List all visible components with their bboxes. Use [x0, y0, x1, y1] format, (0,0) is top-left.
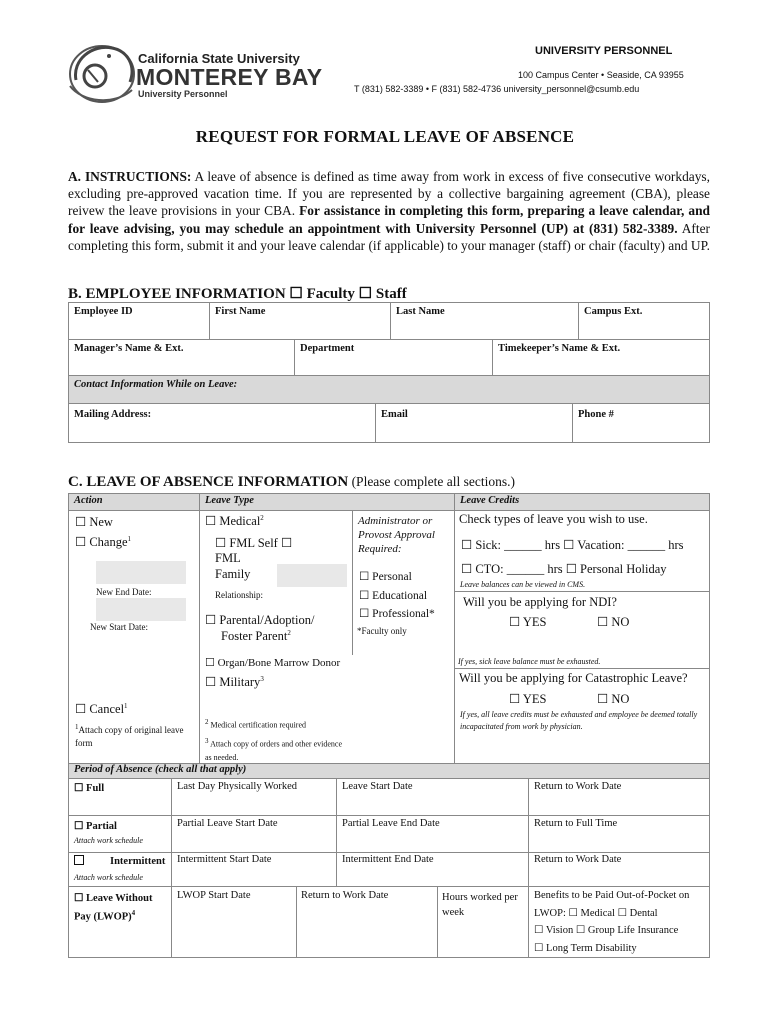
instructions-bold-text: For assistance in completing this form, preparing a leave calendar, and for leave advising, you may schedule an appointment with University Personnel (UP) at (831) 582-3389. — [68, 203, 710, 236]
action-cancel-label: ☐ Cancel — [75, 702, 125, 716]
intermittent-start-field[interactable]: Intermittent Start Date — [177, 854, 272, 865]
ndi-yes-checkbox[interactable]: ☐ YES — [509, 615, 547, 629]
footnote-2: $^2$ Medical certification required — [205, 718, 307, 730]
lwop-checkbox[interactable]: ☐ Leave Without Pay (LWOP)$^4$ — [74, 893, 153, 923]
last-day-worked-field[interactable]: Last Day Physically Worked — [177, 781, 297, 792]
first-name-field[interactable]: First Name — [215, 306, 266, 317]
foster-parent-text: Foster Parent — [221, 629, 288, 644]
section-c-heading: C. LEAVE OF ABSENCE INFORMATION — [68, 474, 349, 490]
action-change-checkbox[interactable]: ☐ Change$^1$ — [75, 534, 132, 549]
catastrophic-yes-checkbox[interactable]: ☐ YES — [509, 692, 547, 706]
department-field[interactable]: Department — [300, 343, 355, 354]
last-name-field[interactable]: Last Name — [396, 306, 445, 317]
sick-exhausted-note: If yes, sick leave balance must be exhausted. — [458, 657, 601, 666]
document-title: REQUEST FOR FORMAL LEAVE OF ABSENCE — [195, 127, 575, 146]
fml-self-checkbox[interactable]: ☐ FML Self ☐ — [215, 536, 293, 550]
campus-ext-field[interactable]: Campus Ext. — [584, 306, 643, 317]
period-of-absence-header: Period of Absence (check all that apply) — [74, 764, 247, 775]
military-label: ☐ Military — [205, 675, 261, 689]
instructions-heading: A. INSTRUCTIONS: — [68, 169, 192, 184]
footnote-3: $^3$ Attach copy of orders and other evidence as needed. — [205, 737, 343, 762]
leave-start-date-field[interactable]: Leave Start Date — [342, 781, 413, 792]
cancel-footnote: $^1$Attach copy of original leave form — [75, 723, 184, 748]
benefits-ltd[interactable]: ☐ Long Term Disability — [534, 943, 637, 954]
professional-checkbox[interactable]: ☐ Professional* — [359, 608, 435, 620]
intermittent-label: Intermittent — [110, 856, 166, 867]
header-department: UNIVERSITY PERSONNEL — [535, 45, 673, 57]
section-b-title: B. EMPLOYEE INFORMATION ☐ Faculty ☐ Staff — [68, 286, 407, 302]
fml-family-label: Family — [215, 567, 251, 581]
header-contact: T (831) 582-3389 • F (831) 582-4736 university_personnel@csumb.edu — [354, 84, 640, 94]
educational-checkbox[interactable]: ☐ Educational — [359, 590, 428, 602]
lwop-start-field[interactable]: LWOP Start Date — [177, 890, 251, 901]
section-c-title — [68, 474, 515, 491]
balances-note: Leave balances can be viewed in CMS. — [460, 580, 586, 589]
col-leave-type-header: Leave Type — [205, 495, 254, 506]
catastrophic-note: If yes, all leave credits must be exhausted and employee be deemed totally incapacitated from work by physician. — [460, 710, 698, 731]
manager-field[interactable]: Manager’s Name & Ext. — [74, 343, 184, 354]
cto-holiday-hours[interactable]: ☐ CTO: ______ hrs ☐ Personal Holiday — [461, 562, 667, 576]
benefits-heading: Benefits to be Paid Out-of-Pocket on — [534, 890, 690, 901]
fml-family-input[interactable] — [277, 564, 347, 587]
new-end-date-input[interactable] — [96, 561, 186, 584]
fml-label: FML — [215, 551, 241, 565]
col-action-header: Action — [74, 495, 103, 506]
mailing-address-field[interactable]: Mailing Address: — [74, 409, 152, 420]
phone-field[interactable]: Phone # — [578, 409, 614, 420]
personal-checkbox[interactable]: ☐ Personal — [359, 571, 412, 583]
full-checkbox[interactable]: ☐ Full — [74, 783, 105, 794]
ndi-no-checkbox[interactable]: ☐ NO — [597, 615, 630, 629]
intermittent-attach-schedule: Attach work schedule — [74, 873, 143, 882]
lwop-return-field[interactable]: Return to Work Date — [301, 890, 389, 901]
partial-end-field[interactable]: Partial Leave End Date — [342, 818, 440, 829]
benefits-medical-dental[interactable]: LWOP: ☐ Medical ☐ Dental — [534, 908, 658, 919]
return-to-work-field-full[interactable]: Return to Work Date — [534, 781, 622, 792]
organ-donor-checkbox[interactable]: ☐ Organ/Bone Marrow Donor — [205, 657, 341, 669]
logo-unit-name: University Personnel — [138, 89, 228, 99]
instructions-text-2: After completing this form, submit it and your leave calendar (if applicable) to your manager (staff) or chair (faculty) and UP. — [68, 220, 710, 253]
partial-checkbox[interactable]: ☐ Partial — [74, 821, 117, 832]
intermittent-box-icon — [74, 855, 84, 865]
military-checkbox[interactable]: ☐ Military$^3$ — [205, 674, 264, 689]
section-c-note: (Please complete all sections.) — [348, 474, 516, 489]
timekeeper-field[interactable]: Timekeeper’s Name & Ext. — [498, 343, 621, 354]
sick-vacation-hours[interactable]: ☐ Sick: ______ hrs ☐ Vacation: ______ hrs — [461, 538, 684, 552]
admin-approval-note: Administrator or Provost Approval Required: — [358, 515, 435, 555]
medical-label: ☐ Medical — [205, 514, 261, 528]
partial-attach-schedule: Attach work schedule — [74, 836, 143, 845]
otter-logo-icon — [62, 40, 142, 110]
action-cancel-checkbox[interactable]: ☐ Cancel$^1$ — [75, 701, 128, 716]
employee-info-table — [68, 302, 710, 443]
contact-info-heading: Contact Information While on Leave: — [74, 379, 238, 390]
new-start-date-label: New Start Date: — [90, 622, 148, 632]
hours-worked-field[interactable]: Hours worked per week — [442, 892, 518, 918]
employee-id-field[interactable]: Employee ID — [74, 306, 133, 317]
check-leave-types-text: Check types of leave you wish to use. — [459, 512, 648, 526]
ndi-question: Will you be applying for NDI? — [463, 595, 617, 609]
instructions-paragraph — [68, 168, 710, 254]
benefits-vision-life[interactable]: ☐ Vision ☐ Group Life Insurance — [534, 925, 679, 936]
email-field[interactable]: Email — [381, 409, 408, 420]
faculty-only-note: *Faculty only — [357, 626, 407, 636]
parental-checkbox[interactable]: ☐ Parental/Adoption/ — [205, 613, 315, 627]
action-new-checkbox[interactable]: ☐ New — [75, 515, 113, 529]
footnote-2-text: Medical certification required — [210, 720, 307, 730]
return-full-time-field[interactable]: Return to Full Time — [534, 818, 618, 829]
intermittent-checkbox[interactable] — [74, 855, 165, 867]
intermittent-end-field[interactable]: Intermittent End Date — [342, 854, 434, 865]
col-credits-header: Leave Credits — [460, 495, 520, 506]
footnote-3-text: Attach copy of orders and other evidence as needed. — [205, 739, 343, 762]
partial-start-field[interactable]: Partial Leave Start Date — [177, 818, 278, 829]
cancel-footnote-text: Attach copy of original leave form — [75, 725, 184, 748]
relationship-label: Relationship: — [215, 590, 263, 600]
medical-checkbox[interactable]: ☐ Medical$^2$ — [205, 513, 264, 528]
return-to-work-field-intermittent[interactable]: Return to Work Date — [534, 854, 622, 865]
catastrophic-question: Will you be applying for Catastrophic Leave? — [459, 671, 688, 685]
instructions-text-1: A leave of absence is defined as time away from work in excess of five consecutive workdays, excluding pre-approved vacation time. If you are represented by a collective bargaining agreement (CBA), please reivew the leave provisions in your CBA. — [68, 169, 710, 219]
foster-parent-label: Foster Parent$^2$ — [221, 629, 291, 644]
logo-campus-name: MONTEREY BAY — [136, 64, 323, 90]
logo-university-name: California State University — [138, 51, 300, 66]
new-end-date-label: New End Date: — [96, 587, 152, 597]
new-start-date-input[interactable] — [96, 598, 186, 621]
header-address: 100 Campus Center • Seaside, CA 93955 — [518, 70, 684, 80]
lwop-label: ☐ Leave Without Pay (LWOP) — [74, 893, 153, 923]
action-change-label: ☐ Change — [75, 535, 128, 549]
catastrophic-no-checkbox[interactable]: ☐ NO — [597, 692, 630, 706]
